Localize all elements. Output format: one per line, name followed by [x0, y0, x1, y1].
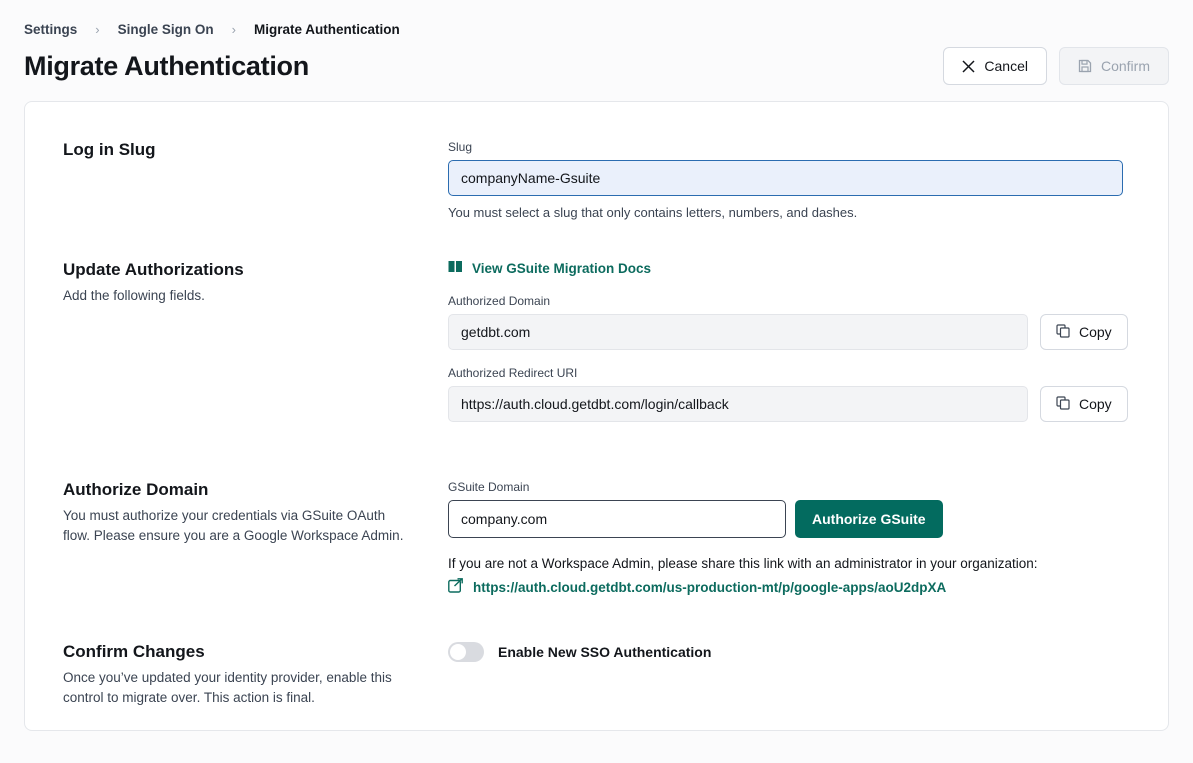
authorized-redirect-uri-field [448, 366, 1130, 422]
slug-input[interactable] [448, 160, 1123, 196]
section-authorize-domain-left [63, 480, 448, 596]
authorized-redirect-uri-row [448, 386, 1130, 422]
authorized-redirect-uri-value: https://auth.cloud.getdbt.com/login/callback [448, 386, 1028, 422]
external-link-icon [448, 578, 463, 596]
save-icon [1078, 59, 1092, 73]
copy-icon [1056, 324, 1070, 341]
authorized-domain-field [448, 294, 1130, 350]
share-authorization-link[interactable] [448, 578, 1130, 596]
breadcrumb-separator-icon: › [231, 22, 236, 37]
section-update-authorizations-title: Update Authorizations [63, 260, 244, 279]
settings-card [24, 101, 1169, 731]
close-icon [962, 60, 975, 73]
page-header [0, 37, 1193, 101]
breadcrumb [0, 0, 1193, 37]
copy-authorized-redirect-uri-button[interactable] [1040, 386, 1128, 422]
section-login-slug-left [63, 140, 448, 220]
slug-field-label: Slug [448, 140, 473, 154]
section-login-slug-title: Log in Slug [63, 140, 156, 159]
book-icon [448, 260, 463, 276]
copy-authorized-domain-label: Copy [1079, 324, 1112, 340]
view-gsuite-migration-docs-label: View GSuite Migration Docs [472, 260, 652, 276]
share-link-note: If you are not a Workspace Admin, please share this link with an administrator in your organization: [448, 556, 1038, 571]
section-confirm-changes-right [448, 642, 1130, 709]
header-actions [943, 47, 1169, 85]
section-login-slug [25, 116, 1168, 220]
authorized-domain-value: getdbt.com [448, 314, 1028, 350]
enable-sso-toggle-row [448, 642, 1130, 662]
section-authorize-domain-title: Authorize Domain [63, 480, 209, 499]
section-update-authorizations-desc: Add the following fields. [63, 288, 205, 303]
section-confirm-changes-desc: Once you’ve updated your identity provider, enable this control to migrate over. This action is final. [63, 670, 392, 706]
section-authorize-domain [25, 438, 1168, 596]
section-update-authorizations-left [63, 260, 448, 438]
section-update-authorizations-right [448, 260, 1130, 438]
gsuite-domain-input[interactable] [448, 500, 786, 538]
authorize-gsuite-button[interactable]: Authorize GSuite [795, 500, 943, 538]
page-title: Migrate Authentication [24, 50, 309, 81]
share-authorization-link-label: https://auth.cloud.getdbt.com/us-production-mt/p/google-apps/aoU2dpXA [473, 579, 947, 595]
section-confirm-changes-left [63, 642, 448, 709]
cancel-button[interactable] [943, 47, 1047, 85]
section-update-authorizations [25, 220, 1168, 438]
section-confirm-changes-title: Confirm Changes [63, 642, 205, 661]
cancel-button-label: Cancel [984, 58, 1028, 74]
section-authorize-domain-right [448, 480, 1130, 596]
gsuite-domain-label: GSuite Domain [448, 480, 530, 494]
copy-authorized-domain-button[interactable] [1040, 314, 1128, 350]
slug-helper-text: You must select a slug that only contains letters, numbers, and dashes. [448, 205, 858, 220]
confirm-button-label: Confirm [1100, 58, 1150, 74]
copy-icon [1056, 396, 1070, 413]
section-confirm-changes [25, 596, 1168, 709]
authorized-redirect-uri-label: Authorized Redirect URI [448, 366, 578, 380]
confirm-button[interactable] [1059, 47, 1169, 85]
breadcrumb-separator-icon: › [95, 22, 100, 37]
enable-new-sso-authentication-toggle[interactable] [448, 642, 484, 662]
toggle-knob [450, 644, 466, 660]
gsuite-domain-row [448, 500, 1130, 538]
breadcrumb-item-migrate-authentication: Migrate Authentication [253, 22, 400, 37]
breadcrumb-item-single-sign-on[interactable]: Single Sign On [117, 22, 214, 37]
copy-authorized-redirect-uri-label: Copy [1079, 396, 1112, 412]
section-login-slug-right [448, 140, 1130, 220]
section-authorize-domain-desc: You must authorize your credentials via GSuite OAuth flow. Please ensure you are a Google Workspace Admin. [63, 508, 404, 544]
enable-new-sso-authentication-label: Enable New SSO Authentication [498, 644, 712, 660]
breadcrumb-item-settings[interactable]: Settings [24, 22, 78, 37]
authorized-domain-label: Authorized Domain [448, 294, 551, 308]
authorized-domain-row [448, 314, 1130, 350]
view-gsuite-migration-docs-link[interactable] [448, 260, 1130, 276]
